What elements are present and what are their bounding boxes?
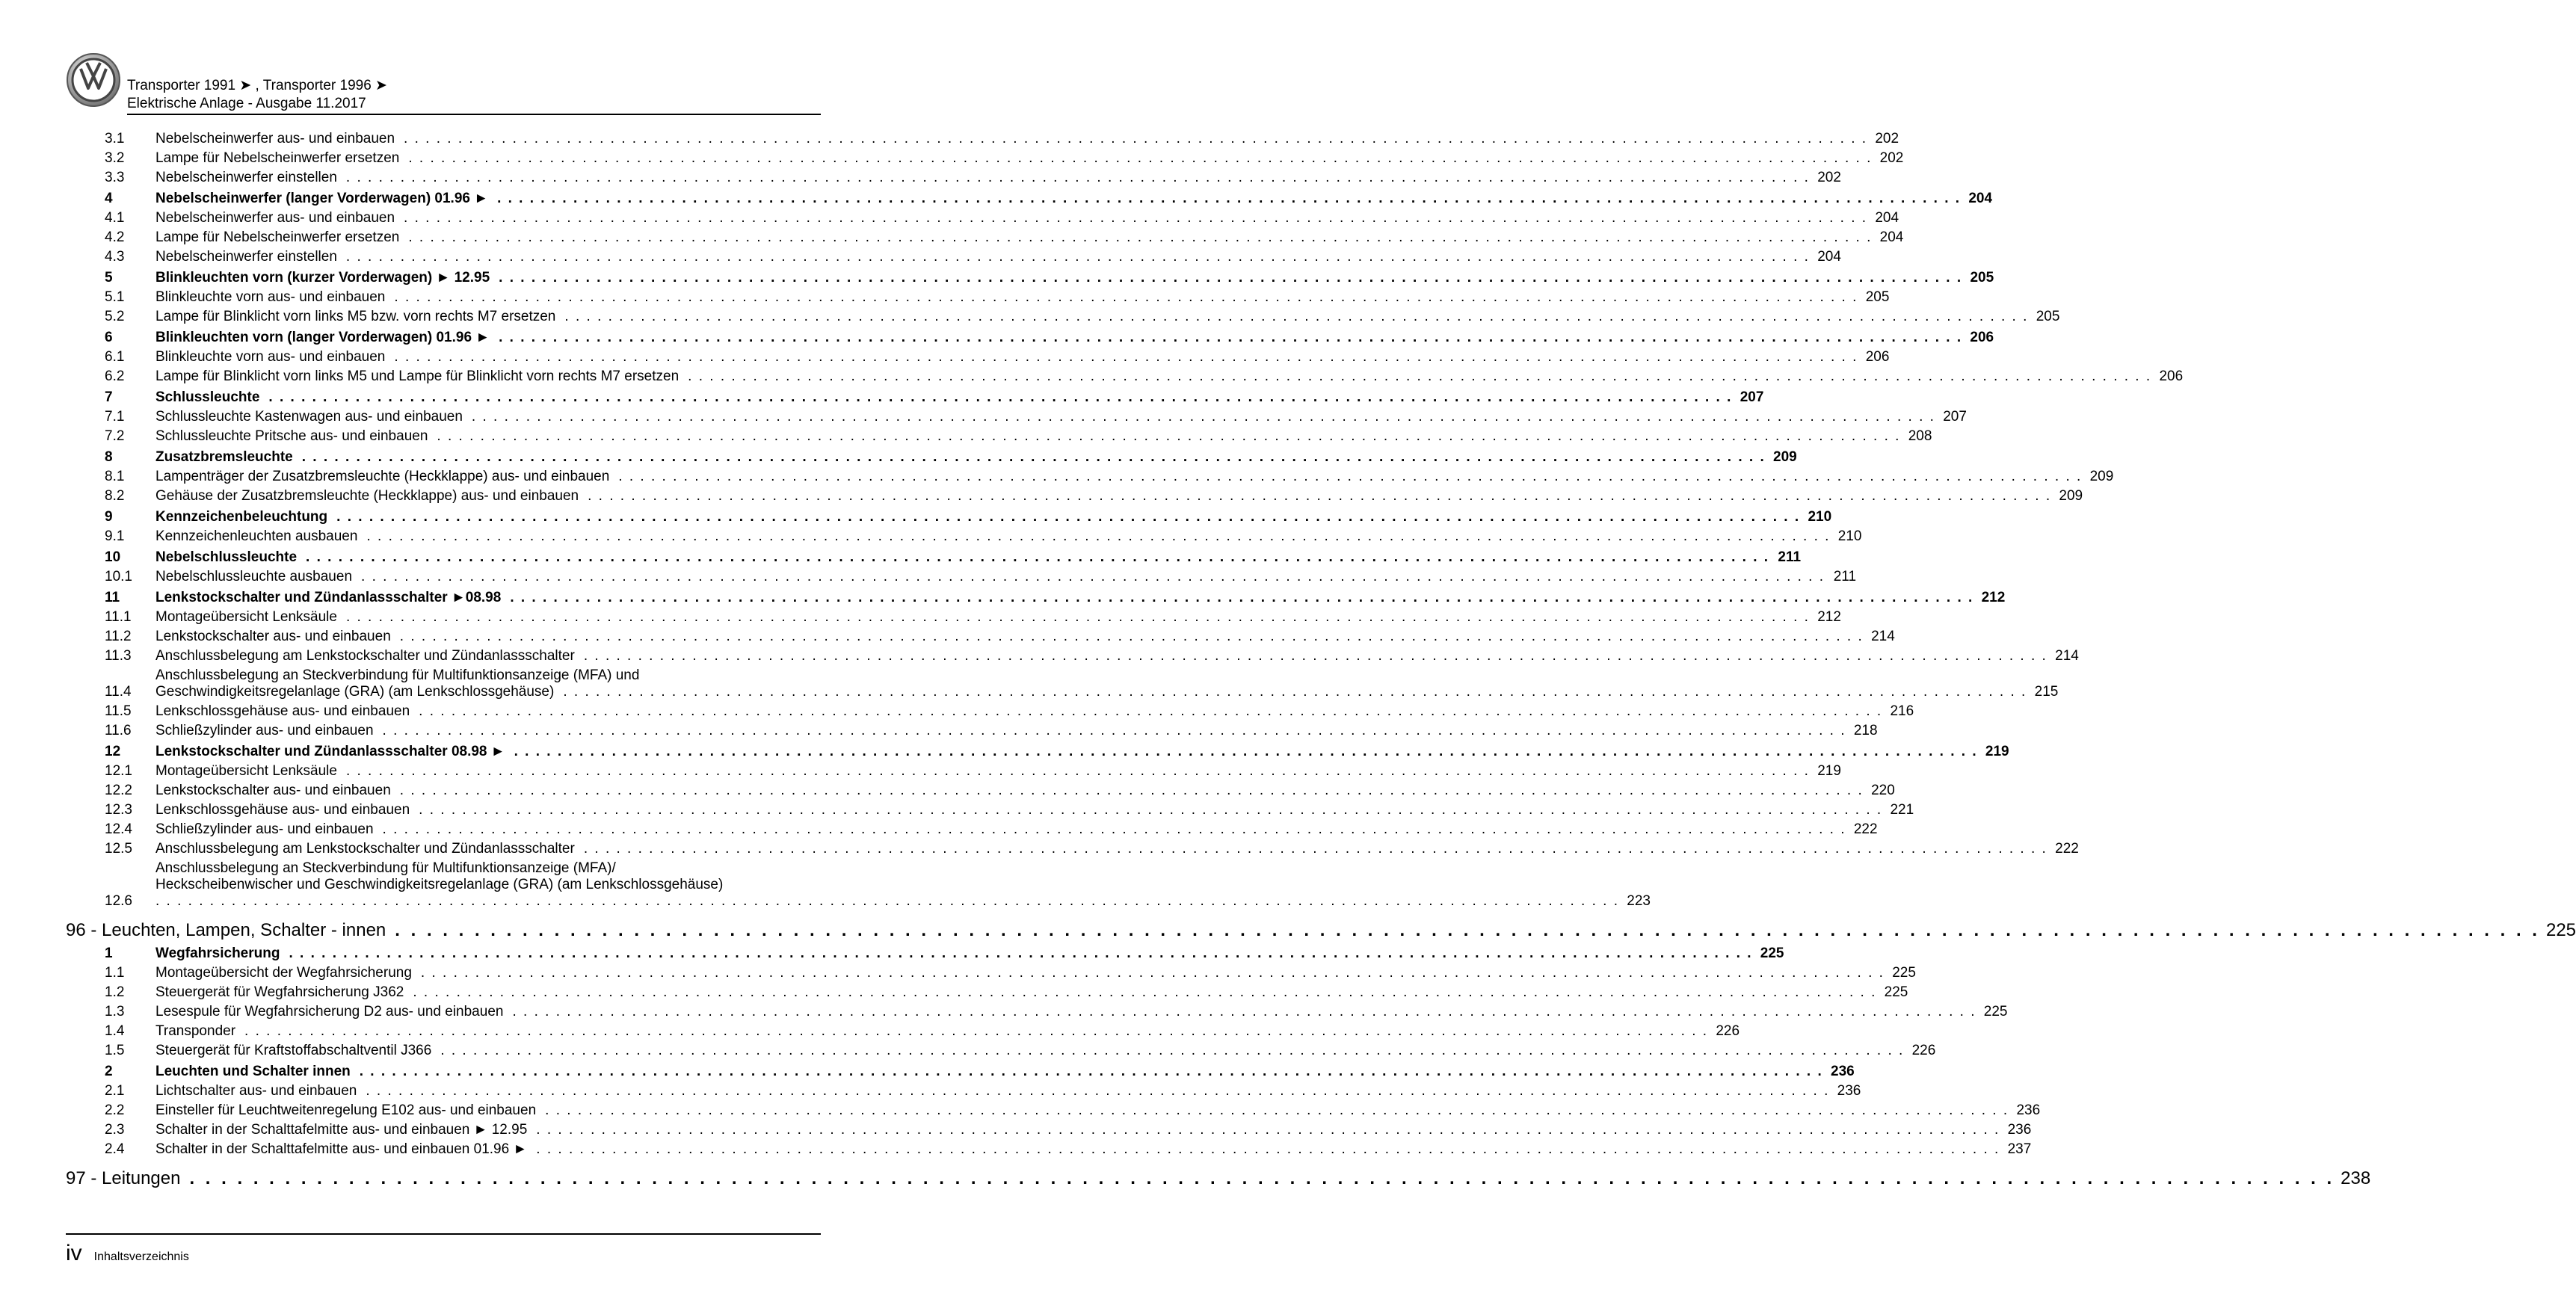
toc-entry-number: 3.3 [105, 170, 125, 185]
toc-entry[interactable] [66, 965, 1916, 981]
toc-entry-page: 207 [1943, 409, 1967, 425]
toc-entry-page: 218 [1853, 723, 1878, 738]
toc-entry-number: 6.1 [105, 349, 125, 365]
toc-entry-number: 12.2 [105, 783, 132, 798]
leader-dots [413, 984, 1876, 1001]
toc-entry-title: Lampe für Nebelscheinwerfer ersetzen [155, 229, 400, 245]
toc-entry-number: 1.4 [105, 1023, 125, 1039]
toc-entry-title: Blinkleuchten vorn (kurzer Vorderwagen) ► 12.95 [155, 270, 490, 286]
leader-dots [361, 569, 1825, 585]
leader-dots [588, 488, 2051, 505]
toc-entry-page: 225 [1983, 1004, 2008, 1020]
toc-entry[interactable] [66, 609, 1841, 626]
leader-dots [346, 170, 1810, 186]
leader-dots [395, 920, 2540, 941]
toc-entry-number: 8.1 [105, 469, 125, 484]
toc-entry[interactable] [66, 1023, 1740, 1040]
header-title: Transporter 1991 ➤ , Transporter 1996 ➤ [127, 78, 387, 93]
toc-entry-title: Nebelscheinwerfer aus- und einbauen [155, 131, 395, 146]
leader-dots [499, 270, 1962, 286]
toc-entry-page: 206 [1970, 330, 1994, 345]
toc-entry[interactable] [66, 170, 1841, 186]
toc-entry[interactable] [66, 802, 1914, 818]
toc-entry-page: 212 [1817, 609, 1841, 625]
leader-dots [360, 1064, 1823, 1080]
toc-entry-title: Blinkleuchten vorn (langer Vorderwagen) 01.96 ► [155, 330, 490, 345]
toc-entry-number: 4.1 [105, 210, 125, 226]
toc-entry[interactable] [66, 349, 1890, 365]
toc-entry-page: 221 [1890, 802, 1914, 818]
toc-entry[interactable] [66, 569, 1857, 585]
toc-section[interactable] [66, 270, 1994, 286]
leader-dots [400, 783, 1864, 799]
leader-dots [346, 763, 1810, 780]
toc-section[interactable] [66, 509, 1832, 525]
toc-entry-page: 236 [1837, 1083, 1861, 1099]
toc-entry[interactable] [66, 528, 1862, 545]
toc-entry-number: 3.1 [105, 131, 125, 146]
toc-entry-page: 205 [1970, 270, 1994, 286]
toc-section[interactable] [66, 1064, 1855, 1080]
toc-entry[interactable] [66, 309, 2060, 325]
toc-entry-title: Lenkschlossgehäuse aus- und einbauen [155, 802, 410, 818]
toc-entry-title: Lampe für Nebelscheinwerfer ersetzen [155, 150, 400, 166]
toc-entry-page: 238 [2341, 1168, 2371, 1188]
page-footer [66, 1241, 189, 1266]
toc-entry[interactable] [66, 783, 1895, 799]
toc-entry-title: Lampe für Blinklicht vorn links M5 bzw. vorn rechts M7 ersetzen [155, 309, 556, 324]
toc-entry-title: Steuergerät für Wegfahrsicherung J362 [155, 984, 404, 1000]
toc-entry-page: 207 [1740, 389, 1764, 405]
toc-entry-title: Montageübersicht der Wegfahrsicherung [155, 965, 412, 981]
leader-dots [472, 409, 1935, 425]
toc-entry-page: 202 [1875, 131, 1899, 146]
toc-entry[interactable] [66, 368, 2184, 385]
toc-entry[interactable] [66, 289, 1890, 306]
toc-entry[interactable] [66, 1141, 2032, 1158]
toc-entry[interactable] [66, 1122, 2032, 1138]
toc-entry-page: 209 [2089, 469, 2114, 484]
leader-dots [618, 469, 2082, 485]
toc-entry[interactable] [66, 469, 2114, 485]
toc-entry-title: Einsteller für Leuchtweitenregelung E102 aus- und einbauen [155, 1102, 537, 1118]
toc-entry-page: 215 [2034, 684, 2059, 700]
toc-entry-title: Montageübersicht Lenksäule [155, 763, 337, 779]
toc-entry-number: 9 [105, 509, 113, 525]
leader-dots [564, 309, 2028, 325]
toc-entry-number: 12.6 [105, 893, 132, 909]
toc-entry-title: Nebelschlussleuchte [155, 549, 298, 565]
leader-dots [366, 1083, 1829, 1099]
toc-entry-page: 210 [1808, 509, 1832, 525]
toc-entry-title: Schlussleuchte [155, 389, 260, 405]
toc-entry[interactable] [66, 984, 1908, 1001]
toc-entry-number: 2 [105, 1064, 113, 1079]
toc-entry-number: 2.2 [105, 1102, 125, 1118]
toc-entry-title: Lenkstockschalter aus- und einbauen [155, 629, 391, 644]
leader-dots [536, 1141, 2000, 1158]
toc-entry-page: 216 [1890, 703, 1914, 719]
toc-entry-title: Schlussleuchte Kastenwagen aus- und einbauen [155, 409, 463, 425]
toc-entry-title: Schlussleuchte Pritsche aus- und einbauen [155, 428, 428, 444]
toc-entry-number: 2.1 [105, 1083, 125, 1099]
leader-dots [419, 802, 1882, 818]
toc-entry-title: Nebelscheinwerfer einstellen [155, 249, 337, 265]
toc-entry-page: 204 [1817, 249, 1841, 265]
toc-entry-number: 10 [105, 549, 121, 565]
toc-entry-page: 206 [1865, 349, 1890, 365]
toc-entry-page: 222 [1853, 821, 1878, 837]
toc-entry-page: 206 [2159, 368, 2184, 384]
toc-entry[interactable] [66, 667, 2059, 700]
table-of-contents [66, 131, 2576, 1194]
toc-entry-page: 208 [1908, 428, 1932, 444]
toc-section[interactable] [66, 449, 1797, 466]
toc-entry-page: 209 [2059, 488, 2083, 504]
toc-entry-title: Lenkstockschalter aus- und einbauen [155, 783, 391, 798]
toc-entry[interactable] [66, 763, 1841, 780]
leader-dots [514, 744, 1978, 760]
toc-entry-page: 209 [1773, 449, 1797, 465]
toc-entry-number: 2.4 [105, 1141, 125, 1157]
toc-entry-number: 11.6 [105, 723, 132, 738]
toc-entry-title: Lichtschalter aus- und einbauen [155, 1083, 357, 1099]
toc-entry-title: Nebelschlussleuchte ausbauen [155, 569, 353, 584]
toc-section[interactable] [66, 330, 1994, 346]
leader-dots [512, 1004, 1976, 1020]
toc-entry[interactable] [66, 409, 1967, 425]
toc-entry-title: Schließzylinder aus- und einbauen [155, 723, 374, 738]
toc-entry-page: 225 [1760, 946, 1784, 961]
leader-dots [383, 821, 1846, 838]
toc-entry-title: Zusatzbremsleuchte [155, 449, 293, 465]
footer-divider [66, 1233, 821, 1235]
toc-entry-title: Lesespule für Wegfahrsicherung D2 aus- und einbauen [155, 1004, 504, 1020]
toc-entry-page: 211 [1778, 549, 1802, 565]
leader-dots [189, 1168, 2335, 1189]
toc-section[interactable] [66, 549, 1802, 566]
toc-entry-title: Nebelscheinwerfer aus- und einbauen [155, 210, 395, 226]
toc-entry-number: 9.1 [105, 528, 125, 544]
toc-entry-page: 214 [1871, 629, 1895, 644]
toc-entry-page: 205 [2036, 309, 2060, 324]
toc-entry-page: 223 [1627, 893, 1651, 909]
toc-entry-page: 219 [1985, 744, 2009, 759]
toc-entry-title: Anschlussbelegung am Lenkstockschalter und Zündanlassschalter [155, 841, 575, 857]
toc-entry-number: 11 [105, 590, 120, 605]
toc-entry-title: Montageübersicht Lenksäule [155, 609, 337, 625]
toc-entry-number: 7 [105, 389, 113, 405]
leader-dots [584, 841, 2047, 857]
toc-entry-number: 6 [105, 330, 113, 345]
toc-entry-title: Wegfahrsicherung [155, 946, 280, 961]
toc-section[interactable] [66, 946, 1784, 962]
toc-entry-page: 225 [1884, 984, 1908, 1000]
toc-entry-number: 4.3 [105, 249, 125, 265]
leader-dots [408, 150, 1872, 167]
toc-entry-page: 220 [1871, 783, 1895, 798]
toc-entry[interactable] [66, 1083, 1861, 1099]
toc-entry-page: 225 [1892, 965, 1916, 981]
leader-dots [394, 289, 1858, 306]
toc-chapter[interactable] [66, 1168, 2371, 1189]
toc-entry-title: Anschlussbelegung an Steckverbindung für Multifunktionsanzeige (MFA) und [155, 667, 640, 683]
toc-entry-title: Anschlussbelegung am Lenkstockschalter und Zündanlassschalter [155, 648, 575, 664]
toc-entry-number: 11.1 [105, 609, 132, 625]
toc-entry[interactable] [66, 428, 1932, 445]
toc-entry-page: 237 [2007, 1141, 2032, 1157]
toc-entry-page: 225 [2545, 920, 2576, 940]
toc-entry-number: 11.3 [105, 648, 132, 664]
toc-entry-number: 5.1 [105, 289, 125, 305]
leader-dots [499, 330, 1962, 346]
toc-entry-title: Kennzeichenbeleuchtung [155, 509, 328, 525]
toc-entry-title: Lampe für Blinklicht vorn links M5 und Lampe für Blinklicht vorn rechts M7 ersetzen [155, 368, 680, 384]
toc-entry-page: 236 [1831, 1064, 1855, 1079]
leader-dots [268, 389, 1732, 406]
toc-entry-title: Gehäuse der Zusatzbremsleuchte (Heckklappe) aus- und einbauen [155, 488, 579, 504]
toc-entry-title: Transponder [155, 1023, 236, 1039]
leader-dots [346, 609, 1810, 626]
toc-entry-page: 236 [2007, 1122, 2032, 1138]
toc-entry-number: 3.2 [105, 150, 125, 166]
toc-entry-number: 1.2 [105, 984, 125, 1000]
vw-logo-icon [66, 52, 121, 108]
toc-entry[interactable] [66, 629, 1895, 645]
leader-dots [563, 684, 2027, 700]
toc-section[interactable] [66, 744, 2009, 760]
leader-dots [404, 210, 1867, 226]
leader-dots [289, 946, 1752, 962]
toc-entry-number: 8.2 [105, 488, 125, 504]
toc-entry-number: 11.4 [105, 684, 132, 700]
toc-entry[interactable] [66, 488, 2083, 505]
toc-entry-page: 214 [2055, 648, 2079, 664]
leader-dots [302, 449, 1766, 466]
leader-dots [336, 509, 1800, 525]
leader-dots [584, 648, 2047, 664]
toc-entry-number: 5 [105, 270, 113, 286]
leader-dots [346, 249, 1810, 265]
toc-entry-page: 204 [1968, 191, 1993, 206]
leader-dots [400, 629, 1864, 645]
toc-entry-number: 1.1 [105, 965, 125, 981]
leader-dots [419, 703, 1882, 720]
toc-chapter[interactable] [66, 920, 2576, 941]
toc-entry[interactable] [66, 229, 1904, 246]
toc-entry-page: 202 [1879, 150, 1904, 166]
toc-entry-title: Leuchten und Schalter innen [155, 1064, 351, 1079]
toc-entry-title: Geschwindigkeitsregelanlage (GRA) (am Lenkschlossgehäuse) [155, 684, 555, 700]
toc-entry-page: 211 [1833, 569, 1857, 584]
header-subtitle: Elektrische Anlage - Ausgabe 11.2017 [127, 96, 366, 111]
toc-entry-number: 1.3 [105, 1004, 125, 1020]
header-divider [127, 114, 821, 115]
toc-entry-number: 7.1 [105, 409, 125, 425]
toc-entry-title: Blinkleuchte vorn aus- und einbauen [155, 289, 386, 305]
toc-entry-number: 12.4 [105, 821, 132, 837]
toc-entry-title: Blinkleuchte vorn aus- und einbauen [155, 349, 386, 365]
toc-entry-title: Kennzeichenleuchten ausbauen [155, 528, 358, 544]
page-number: iv [66, 1241, 82, 1265]
leader-dots [366, 528, 1830, 545]
toc-entry-page: 219 [1817, 763, 1841, 779]
toc-entry-title: Nebelscheinwerfer einstellen [155, 170, 337, 185]
toc-entry-number: 6.2 [105, 368, 125, 384]
toc-entry-number: 4.2 [105, 229, 125, 245]
toc-entry-title: Heckscheibenwischer und Geschwindigkeitsregelanlage (GRA) (am Lenkschlossgehäuse) [155, 877, 724, 892]
toc-section[interactable] [66, 191, 1993, 207]
toc-entry-title: Schließzylinder aus- und einbauen [155, 821, 374, 837]
toc-entry-title: Lenkschlossgehäuse aus- und einbauen [155, 703, 410, 719]
toc-entry-page: 236 [2016, 1102, 2041, 1118]
toc-entry[interactable] [66, 648, 2079, 664]
toc-entry[interactable] [66, 150, 1904, 167]
toc-entry-title: Anschlussbelegung an Steckverbindung für Multifunktionsanzeige (MFA)/ [155, 860, 616, 876]
leader-dots [155, 893, 1619, 910]
toc-entry-title: Steuergerät für Kraftstoffabschaltventil J366 [155, 1043, 432, 1058]
toc-entry[interactable] [66, 860, 1651, 910]
toc-entry-title: 97 - Leitungen [66, 1168, 181, 1188]
toc-entry[interactable] [66, 131, 1899, 147]
toc-entry-page: 222 [2055, 841, 2079, 857]
toc-entry[interactable] [66, 1043, 1936, 1059]
toc-entry-number: 1.5 [105, 1043, 125, 1058]
leader-dots [437, 428, 1900, 445]
toc-entry-page: 204 [1879, 229, 1904, 245]
leader-dots [545, 1102, 2009, 1119]
toc-entry[interactable] [66, 821, 1878, 838]
toc-entry-number: 11.2 [105, 629, 132, 644]
leader-dots [536, 1122, 2000, 1138]
toc-entry-number: 2.3 [105, 1122, 125, 1138]
leader-dots [383, 723, 1846, 739]
toc-entry-page: 210 [1837, 528, 1862, 544]
leader-dots [404, 131, 1867, 147]
toc-entry[interactable] [66, 1004, 2008, 1020]
toc-entry[interactable] [66, 723, 1878, 739]
toc-section[interactable] [66, 590, 2006, 606]
leader-dots [306, 549, 1769, 566]
toc-entry-page: 226 [1716, 1023, 1740, 1039]
toc-entry-number: 8 [105, 449, 113, 465]
toc-entry-title: Lenkstockschalter und Zündanlassschalter 08.98 ► [155, 744, 505, 759]
toc-section[interactable] [66, 389, 1764, 406]
leader-dots [497, 191, 1961, 207]
toc-entry-title: Schalter in der Schalttafelmitte aus- und einbauen 01.96 ► [155, 1141, 528, 1157]
toc-entry[interactable] [66, 210, 1899, 226]
toc-entry-title: Lenkstockschalter und Zündanlassschalter ►08.98 [155, 590, 502, 605]
toc-entry-number: 12.5 [105, 841, 132, 857]
leader-dots [244, 1023, 1708, 1040]
page-header [66, 52, 821, 112]
toc-entry[interactable] [66, 841, 2079, 857]
toc-entry-page: 202 [1817, 170, 1841, 185]
leader-dots [394, 349, 1858, 365]
toc-entry-number: 1 [105, 946, 113, 961]
toc-entry-number: 10.1 [105, 569, 132, 584]
toc-entry-number: 12.1 [105, 763, 132, 779]
toc-entry-title: Nebelscheinwerfer (langer Vorderwagen) 01.96 ► [155, 191, 489, 206]
leader-dots [440, 1043, 1904, 1059]
toc-entry-page: 212 [1981, 590, 2006, 605]
toc-entry-number: 12 [105, 744, 121, 759]
toc-entry-number: 12.3 [105, 802, 132, 818]
toc-entry-number: 11.5 [105, 703, 132, 719]
toc-entry-title: Schalter in der Schalttafelmitte aus- und einbauen ► 12.95 [155, 1122, 528, 1138]
toc-entry[interactable] [66, 1102, 2041, 1119]
footer-label: Inhaltsverzeichnis [93, 1250, 189, 1263]
leader-dots [421, 965, 1885, 981]
toc-entry[interactable] [66, 249, 1841, 265]
leader-dots [408, 229, 1872, 246]
toc-entry-number: 7.2 [105, 428, 125, 444]
toc-entry-page: 226 [1911, 1043, 1936, 1058]
toc-entry[interactable] [66, 703, 1914, 720]
toc-entry-title: 96 - Leuchten, Lampen, Schalter - innen [66, 920, 386, 940]
toc-entry-title: Lampenträger der Zusatzbremsleuchte (Heckklappe) aus- und einbauen [155, 469, 610, 484]
leader-dots [688, 368, 2151, 385]
leader-dots [510, 590, 1973, 606]
toc-entry-number: 5.2 [105, 309, 125, 324]
toc-entry-page: 204 [1875, 210, 1899, 226]
toc-entry-page: 205 [1865, 289, 1890, 305]
toc-entry-number: 4 [105, 191, 113, 206]
